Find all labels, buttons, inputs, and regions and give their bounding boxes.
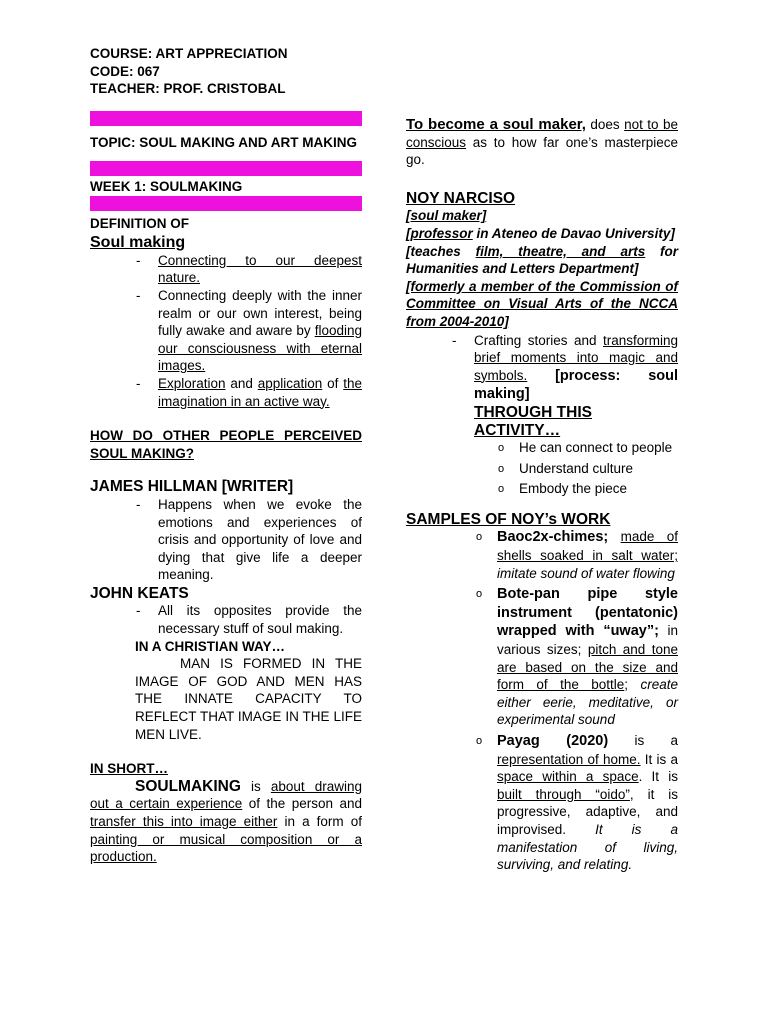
- definition-list: [90, 252, 362, 410]
- list-item: - Happens when we evoke the emotions and experiences of crisis and opportunity of love and dying that give life a deeper meaning.: [90, 496, 362, 584]
- in-short-heading: IN SHORT…: [90, 761, 169, 777]
- left-column: [90, 108, 362, 866]
- highlight-bar: [90, 161, 362, 176]
- list-item: - All its opposites provide the necessary stuff of soul making.: [90, 602, 362, 637]
- hillman-heading: JAMES HILLMAN [WRITER]: [90, 478, 294, 496]
- list-item: - Connecting deeply with the inner realm or our own interest, being fully awake and aware by flooding our consciousness with eternal images.: [90, 287, 362, 375]
- keats-list: [90, 602, 362, 637]
- activity-list: [406, 439, 678, 498]
- role-commission: [formerly a member of the Commission of Committee on Visual Arts of the NCCA from 2004-2010]: [406, 278, 678, 329]
- list-item: o Understand culture: [406, 460, 678, 478]
- samples-list: [406, 528, 678, 873]
- list-item: - Crafting stories and transforming brief moments into magic and symbols. [process: soul making]: [406, 332, 678, 404]
- activity-heading: THROUGH THIS ACTIVITY…: [474, 403, 592, 439]
- role-teaches: [teaches film, theatre, and arts for Humanities and Letters Department]: [406, 243, 678, 277]
- soul-maker-intro: To become a soul maker, does not to be conscious as to how far one’s masterpiece go.: [406, 116, 678, 168]
- list-item: o Bote-pan pipe style instrument (pentatonic) wrapped with “uway”; in various sizes; pitch and tone are based on the size and form of the bottle; create either eerie, meditative, or experimental sound: [406, 585, 678, 729]
- topic-heading: TOPIC: SOUL MAKING AND ART MAKING: [90, 135, 357, 150]
- keats-heading: JOHN KEATS: [90, 584, 189, 602]
- list-item: o He can connect to people: [406, 439, 678, 457]
- highlight-bar: [90, 196, 362, 211]
- definition-label: DEFINITION OF: [90, 216, 189, 232]
- highlight-bar: [90, 111, 362, 126]
- list-item: - Connecting to our deepest nature.: [90, 252, 362, 287]
- soul-making-term: Soul making: [90, 233, 186, 251]
- christian-heading: IN A CHRISTIAN WAY…: [135, 638, 286, 654]
- course-header: [90, 45, 288, 98]
- samples-heading: SAMPLES OF NOY’s WORK: [406, 510, 611, 528]
- noy-heading: NOY NARCISO: [406, 189, 516, 207]
- role-soul-maker: [soul maker]: [406, 208, 487, 224]
- list-item: - Exploration and application of the imagination in an active way.: [90, 375, 362, 410]
- list-item: o Baoc2x-chimes; made of shells soaked in salt water; imitate sound of water flowing: [406, 528, 678, 582]
- question-heading: HOW DO OTHER PEOPLE PERCEIVED SOUL MAKING?: [90, 428, 362, 461]
- christian-text: MAN IS FORMED IN THE IMAGE OF GOD AND MEN HAS THE INNATE CAPACITY TO REFLECT THAT IMAGE IN THE LIFE MEN LIVE.: [135, 656, 362, 742]
- code-line: CODE: 067: [90, 63, 160, 79]
- role-professor: [professor in Ateneo de Davao University]: [406, 225, 675, 241]
- crafting-list: [406, 332, 678, 404]
- in-short-text: SOULMAKING is about drawing out a certain experience of the person and transfer this into image either in a form of painting or musical composition or a production.: [90, 777, 362, 865]
- list-item: o Embody the piece: [406, 480, 678, 498]
- course-line: COURSE: ART APPRECIATION: [90, 46, 288, 61]
- list-item: o Payag (2020) is a representation of home. It is a space within a space. It is built through “oido”, it is progressive, adaptive, and improvised. It is a manifestation of living, surviving, and relating.: [406, 732, 678, 874]
- teacher-line: TEACHER: PROF. CRISTOBAL: [90, 81, 286, 96]
- hillman-list: [90, 496, 362, 584]
- right-column: [406, 108, 678, 877]
- week-heading: WEEK 1: SOULMAKING: [90, 178, 243, 194]
